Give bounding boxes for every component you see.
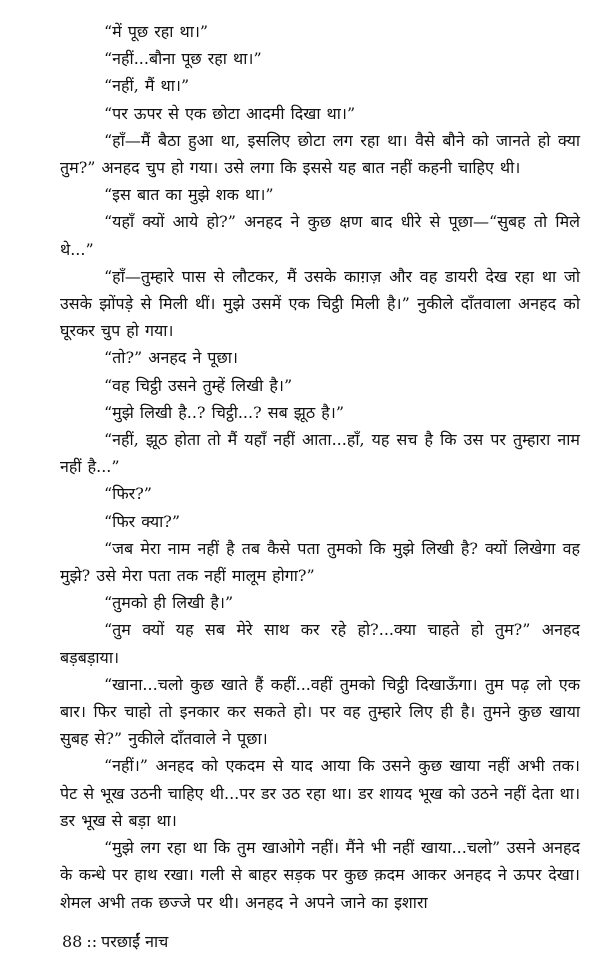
paragraph-18: “खाना...चलो कुछ खाते हैं कहीं...वहीं तुमको चिट्ठी दिखाऊँगा। तुम पढ़ लो एक बार। फिर चाहो तो इनकार कर सकते हो। पर वह तुम्हारे लिए ही है। तुमने कुछ खाया सुबह से?” नुकीले दाँतवाले ने पूछा। [60, 674, 580, 749]
paragraph-5: “हाँ—मैं बैठा हुआ था, इसलिए छोटा लग रहा था। वैसे बौने को जानते हो क्या तुम?” अनहद चुप हो गया। उसे लगा कि इससे यह बात नहीं कहनी चाहिए थी। [60, 130, 580, 178]
paragraph-4: “पर ऊपर से एक छोटा आदमी दिखा था।” [104, 103, 356, 123]
page-footer [62, 932, 168, 952]
paragraph-10: “वह चिट्ठी उसने तुम्हें लिखी है।” [104, 375, 293, 395]
paragraph-14: “फिर क्या?” [104, 511, 181, 531]
paragraph-8: “हाँ—तुम्हारे पास से लौटकर, मैं उसके काग़ज़ और वह डायरी देख रहा था जो उसके झोंपड़े से मिली थीं। मुझे उसमें एक चिट्ठी मिली है।” नुकीले दाँतवाला अनहद को घूरकर चुप हो गया। [60, 266, 580, 341]
paragraph-19: “नहीं।” अनहद को एकदम से याद आया कि उसने कुछ खाया नहीं अभी तक। पेट से भूख उठनी चाहिए थी...पर डर उठ रहा था। डर शायद भूख को उठने नहीं देता था। डर भूख से बड़ा था। [60, 756, 581, 830]
paragraph-9: “तो?” अनहद ने पूछा। [104, 348, 238, 368]
paragraph-17: “तुम क्यों यह सब मेरे साथ कर रहे हो?...क्या चाहते हो तुम?” अनहद बड़बड़ाया। [60, 620, 580, 667]
paragraph-2: “नहीं...बौना पूछ रहा था।” [104, 49, 262, 69]
paragraph-11: “मुझे लिखी है..? चिट्ठी...? सब झूठ है।” [104, 402, 345, 422]
paragraph-1: “में पूछ रहा था।” [104, 22, 209, 41]
running-title: परछाईं नाच [101, 932, 169, 951]
footer-separator: :: [86, 932, 98, 951]
paragraph-12: “नहीं, झूठ होता तो मैं यहाँ नहीं आता...हाँ, यह सच है कि उस पर तुम्हारा नाम नहीं है...” [60, 430, 580, 477]
paragraph-6: “इस बात का मुझे शक था।” [104, 185, 274, 205]
paragraph-13: “फिर?” [104, 484, 152, 504]
paragraph-20: “मुझे लग रहा था कि तुम खाओगे नहीं। मैंने भी नहीं खाया...चलो” उसने अनहद के कन्धे पर हाथ रखा। गली से बाहर सड़क पर कुछ क़दम आकर अनहद ने ऊपर देखा। शेमल अभी तक छज्जे पर थी। अनहद ने अपने जाने का इशारा [60, 838, 580, 912]
paragraph-7: “यहाँ क्यों आये हो?” अनहद ने कुछ क्षण बाद धीरे से पूछा—“सुबह तो मिले थे...” [60, 212, 580, 259]
page-text [60, 18, 580, 916]
paragraph-3: “नहीं, मैं था।” [104, 76, 190, 96]
page-number: 88 [62, 932, 83, 951]
paragraph-15: “जब मेरा नाम नहीं है तब कैसे पता तुमको कि मुझे लिखी है? क्यों लिखेगा वह मुझे? उसे मेरा पता तक नहीं मालूम होगा?” [60, 538, 580, 586]
paragraph-16: “तुमको ही लिखी है।” [104, 593, 234, 613]
